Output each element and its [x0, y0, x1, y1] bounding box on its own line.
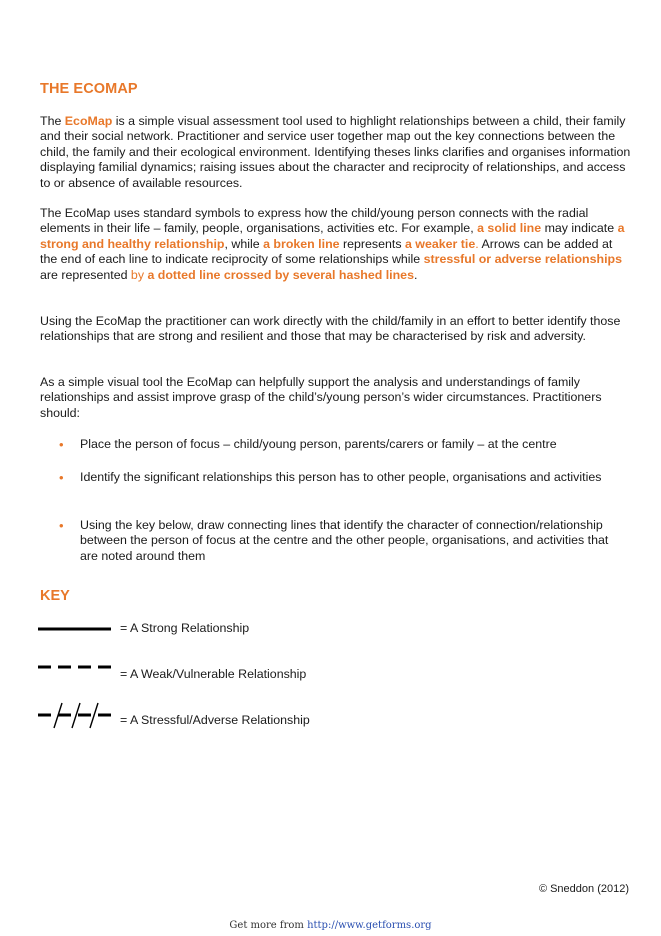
footer-link[interactable]: http://www.getforms.org: [307, 920, 432, 931]
bullet-icon: •: [59, 437, 64, 452]
solid-line-icon: [38, 616, 114, 642]
visual-tool-paragraph: As a simple visual tool the EcoMap can helpfully support the analysis and understandings of family relationships and assist improve grasp of the child’s/young person’s wider circumstances. Practitioners should:: [40, 375, 602, 420]
highlight-stressful-relationships: stressful or adverse relationships: [423, 252, 622, 267]
copyright: © Sneddon (2012): [538, 883, 629, 895]
highlight-weaker-tie: a weaker tie: [404, 236, 476, 251]
practitioner-paragraph: Using the EcoMap the practitioner can work directly with the child/family in an effort to better identify those relationships that are strong and resilient and those that may be characterised by risk and adversity.: [40, 314, 621, 344]
footer: [0, 920, 661, 931]
key-label: = A Weak/Vulnerable Relationship: [120, 667, 307, 681]
page-title: THE ECOMAP: [40, 81, 138, 97]
text-span: is a simple visual assessment tool used to highlight relationships between a child, their family and their social network. Practitioner and service user together map out the key connections between the child, the family and their ecological environment. Identifying theses links clarifies and organises information displaying familial dynamics; raising issues about the character and reciprocity of relationships, and access to or absence of available resources.: [40, 114, 631, 190]
highlight-solid-line: a solid line: [477, 221, 542, 236]
text-span: .: [413, 267, 418, 282]
highlight-period: .: [475, 236, 479, 251]
highlight-dotted-line: a dotted line crossed by several hashed lines: [147, 267, 414, 282]
hashed-line-icon: [38, 700, 114, 732]
key-row-stressful: [38, 700, 438, 730]
bullet-icon: •: [59, 518, 64, 533]
highlight-ecomap: EcoMap: [64, 114, 113, 128]
key-heading: KEY: [40, 588, 70, 604]
highlight-strong-relationship: a strong and healthy relationship: [40, 221, 625, 251]
footer-text: Get more from: [229, 920, 308, 931]
key-row-strong: [38, 616, 438, 646]
bullet-icon: •: [59, 470, 64, 485]
text-span: Arrows can be added at the end of each line to indicate reciprocity of some relationships while: [40, 236, 613, 267]
key-label: = A Strong Relationship: [120, 621, 250, 635]
dashed-line-icon: [38, 656, 114, 682]
list-item-text: Identify the significant relationships this person has to other people, organisations and activities: [80, 470, 602, 484]
text-span: represents: [339, 236, 405, 251]
text-span: may indicate: [541, 221, 618, 236]
text-span: , while: [224, 236, 264, 251]
text-span: The EcoMap uses standard symbols to express how the child/young person connects with the radial elements in their life – family, people, organisations, activities etc. For example,: [40, 206, 589, 236]
key-label: = A Stressful/Adverse Relationship: [120, 713, 310, 727]
key-row-weak: [38, 656, 438, 686]
list-item-text: Using the key below, draw connecting lines that identify the character of connection/relationship between the person of focus at the centre and the other people, organisations, and activities that are noted around them: [80, 518, 609, 563]
intro-paragraph: [40, 114, 632, 191]
symbols-paragraph: [40, 206, 632, 283]
text-span: The: [40, 114, 65, 128]
highlight-by: by: [130, 267, 148, 282]
highlight-broken-line: a broken line: [263, 236, 340, 251]
text-span: are represented: [40, 267, 131, 282]
list-item-text: Place the person of focus – child/young person, parents/carers or family – at the centre: [80, 437, 557, 451]
